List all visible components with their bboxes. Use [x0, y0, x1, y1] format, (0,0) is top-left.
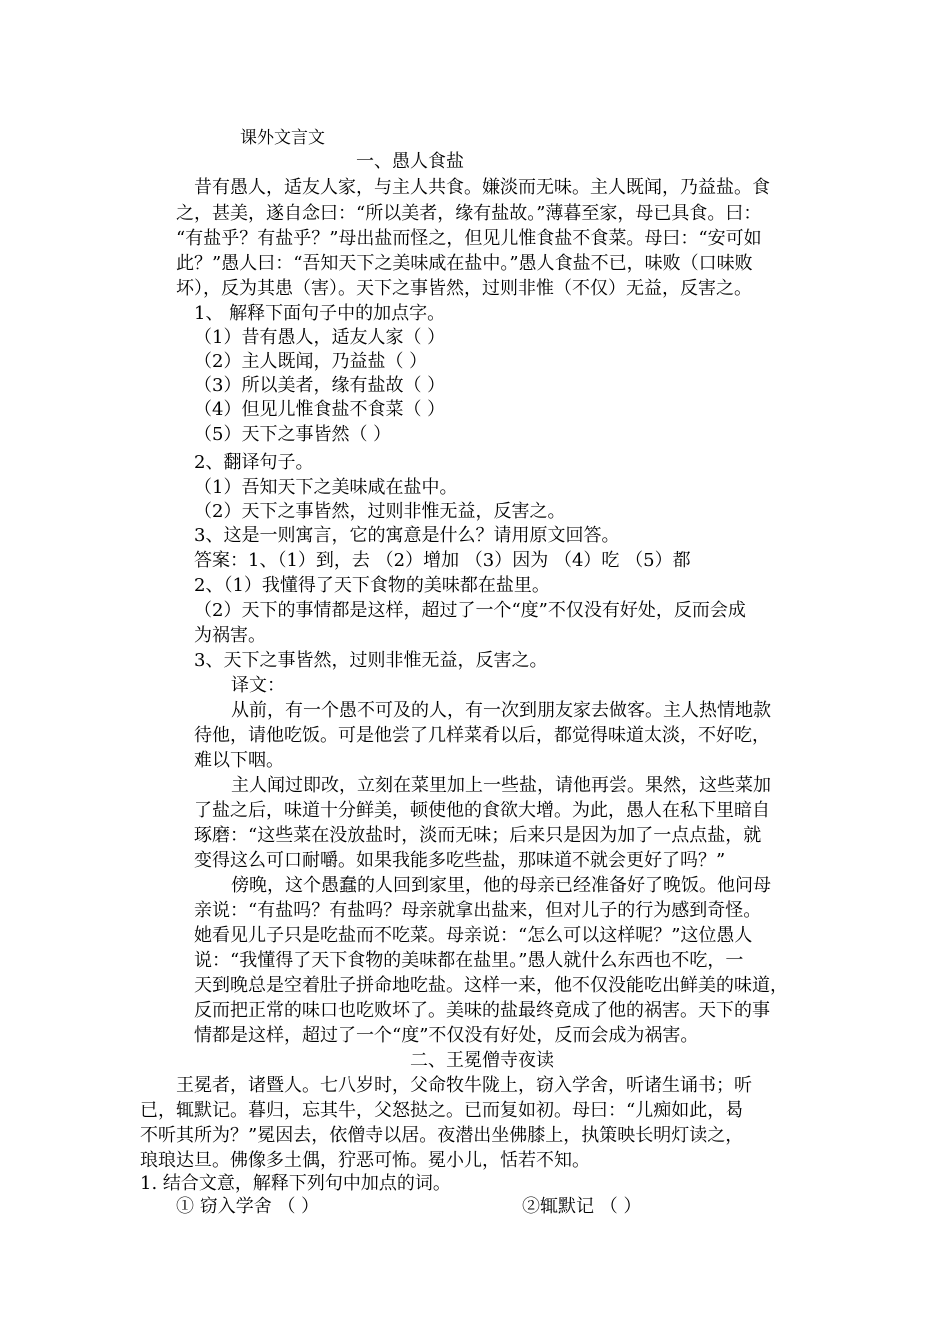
question-1: 1. 结合文意，解释下列句中加点的词。 — [140, 1173, 451, 1194]
question-3: 3、这是一则寓言，它的寓意是什么？请用原文回答。 — [194, 525, 620, 546]
question-item: （2）天下之事皆然，过则非惟无益，反害之。 — [194, 501, 566, 522]
translation-line: 了盐之后，味道十分鲜美，顿使他的食欲大增。为此，愚人在私下里暗自 — [194, 800, 770, 821]
answer-line: 3、天下之事皆然，过则非惟无益，反害之。 — [194, 650, 548, 671]
passage-line: 昔有愚人，适友人家，与主人共食。嫌淡而无味。主人既闻，乃益盐。食 — [194, 177, 770, 198]
passage-line: 王冕者，诸暨人。七八岁时，父命牧牛陇上，窃入学舍，听诸生诵书；听 — [176, 1075, 752, 1096]
question-item: （1）吾知天下之美味咸在盐中。 — [194, 477, 458, 498]
translation-label: 译文： — [231, 675, 285, 696]
section-2-heading: 二、王冕僧寺夜读 — [410, 1050, 554, 1071]
passage-line: 坏），反为其患（害）。天下之事皆然，过则非惟（不仅）无益，反害之。 — [176, 278, 752, 299]
translation-line: 天到晚总是空着肚子拼命地吃盐。这样一来，他不仅没能吃出鲜美的味道， — [194, 975, 788, 996]
question-item: ① 窃入学舍 （ ） — [176, 1196, 320, 1217]
translation-line: 待他，请他吃饭。可是他尝了几样菜肴以后，都觉得味道太淡，不好吃， — [194, 725, 770, 746]
passage-line: 之，甚美，遂自念曰：“所以美者，缘有盐故。”薄暮至家，母已具食。曰： — [176, 203, 762, 224]
answer-line: 2、（1）我懂得了天下食物的美味都在盐里。 — [194, 575, 550, 596]
answer-line: 为祸害。 — [194, 625, 266, 646]
translation-line: 她看见儿子只是吃盐而不吃菜。母亲说：“怎么可以这样呢？”这位愚人 — [194, 925, 753, 946]
passage-line: 不听其所为？”冕因去，依僧寺以居。夜潜出坐佛膝上，执策映长明灯读之， — [140, 1125, 744, 1146]
translation-line: 傍晚，这个愚蠢的人回到家里，他的母亲已经准备好了晚饭。他问母 — [231, 875, 771, 896]
translation-line: 变得这么可口耐嚼。如果我能多吃些盐，那味道不就会更好了吗？” — [194, 850, 726, 871]
section-1-heading: 一、愚人食盐 — [356, 151, 464, 172]
question-item: （5）天下之事皆然（ ） — [194, 424, 392, 445]
question-1: 1、 解释下面句子中的加点字。 — [194, 303, 446, 324]
question-item: ②辄默记 （ ） — [522, 1196, 642, 1217]
translation-line: 从前，有一个愚不可及的人，有一次到朋友家去做客。主人热情地款 — [231, 700, 771, 721]
answer-line: 答案：1、（1）到，去 （2）增加 （3）因为 （4）吃 （5）都 — [194, 550, 691, 571]
question-item: （1）昔有愚人，适友人家（ ） — [194, 327, 446, 348]
translation-line: 主人闻过即改，立刻在菜里加上一些盐，请他再尝。果然，这些菜加 — [231, 775, 771, 796]
question-item: （4）但见儿惟食盐不食菜（ ） — [194, 399, 446, 420]
translation-line: 情都是这样，超过了一个“度”不仅没有好处，反而会成为祸害。 — [194, 1025, 699, 1046]
translation-line: 反而把正常的味口也吃败坏了。美味的盐最终竟成了他的祸害。天下的事 — [194, 1000, 770, 1021]
question-2: 2、翻译句子。 — [194, 452, 314, 473]
translation-line: 琢磨：“这些菜在没放盐时，淡而无味；后来只是因为加了一点点盐，就 — [194, 825, 762, 846]
question-item: （2）主人既闻，乃益盐（ ） — [194, 351, 428, 372]
answer-line: （2）天下的事情都是这样，超过了一个“度”不仅没有好处，反而会成 — [194, 600, 746, 621]
translation-line: 亲说：“有盐吗？有盐吗？母亲就拿出盐来，但对儿子的行为感到奇怪。 — [194, 900, 762, 921]
passage-line: “有盐乎？有盐乎？”母出盐而怪之，但见儿惟食盐不食菜。母曰：“安可如 — [176, 228, 762, 249]
question-item: （3）所以美者，缘有盐故（ ） — [194, 375, 446, 396]
passage-line: 已，辄默记。暮归，忘其牛，父怒挞之。已而复如初。母曰：“儿痴如此，曷 — [140, 1100, 744, 1121]
passage-line: 琅琅达旦。佛像多土偶，狞恶可怖。冕小儿，恬若不知。 — [140, 1150, 590, 1171]
translation-line: 难以下咽。 — [194, 750, 284, 771]
translation-line: 说：“我懂得了天下食物的美味都在盐里。”愚人就什么东西也不吃，一 — [194, 950, 744, 971]
document-title: 课外文言文 — [240, 128, 325, 148]
passage-line: 此？”愚人曰：“吾知天下之美味咸在盐中。”愚人食盐不已，味败（口味败 — [176, 253, 753, 274]
